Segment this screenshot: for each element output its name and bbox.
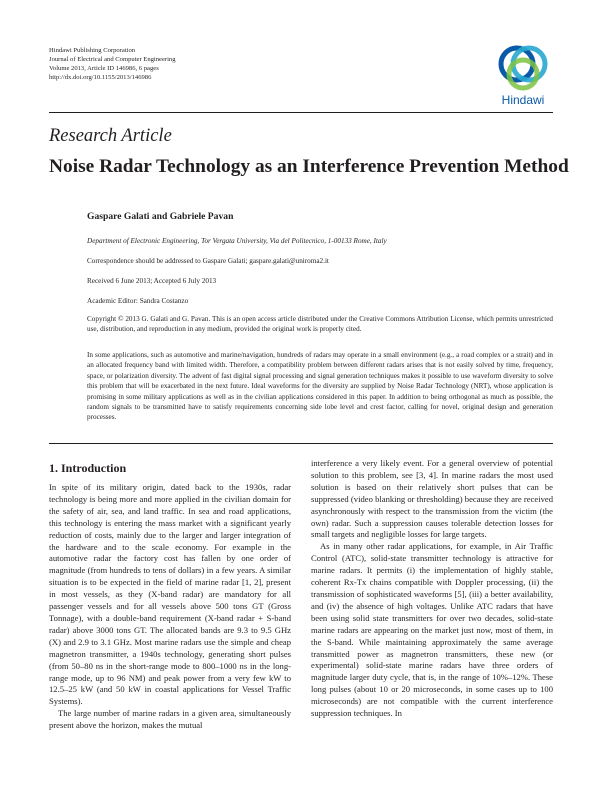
section-heading: 1. Introduction bbox=[49, 461, 127, 475]
journal-header bbox=[49, 46, 176, 82]
paragraph: As in many other radar applications, for example, in Air Traffic Control (ATC), solid-state transmitter technology is attractive for marine radars. It permits (i) the implementation of highly stable, coherent Rx-Tx chains compatible with Doppler processing, (ii) the transmission of sophisticated waveforms [5], (iii) a better availability, and (iv) the absence of high voltages. Unlike ATC radars that have been using solid state transmitters for over two decades, solid-state marine radars are appearing on the market just now, most of them, in the S-band. While maintaining approximately the same average transmitted power as magnetron transmitters, these new (or experimental) solid-state marine radars have three orders of magnitude larger duty cycle, that is, in the range of 10%–12%. These long pulses (about 10 or 20 microseconds, in some cases up to 100 microseconds) are not compatible with the current interference suppression techniques. In bbox=[311, 541, 553, 719]
paper-title: Noise Radar Technology as an Interference Prevention Method bbox=[49, 156, 569, 177]
logo-text: Hindawi bbox=[501, 93, 545, 107]
volume-info: Volume 2013, Article ID 146986, 6 pages bbox=[49, 65, 159, 72]
hindawi-logo bbox=[493, 40, 553, 112]
abstract: In some applications, such as automotive and marine/navigation, hundreds of radars may operate in a small environment (e.g., a road complex or a strait) and in an allocated frequency band with limited width. Therefore, a compatibility problem between different radars arises that is not easily solved by time, frequency, space, or polarization diversity. The advent of fast digital signal processing and signal generation techniques makes it possible to use waveform diversity to solve this problem that will be exacerbated in the next future. Ideal waveforms for the diversity are supplied by Noise Radar Technology (NRT), whose application is promising in some military applications as well as in the civilian applications considered in this paper. In addition to being orthogonal as much as possible, the random signals to be transmitted have to satisfy requirements concerning side lobe level and crest factor, calling for novel, original design and generation processes. bbox=[87, 351, 553, 422]
left-column bbox=[49, 482, 291, 732]
authors: Gaspare Galati and Gabriele Pavan bbox=[87, 211, 234, 222]
doi-link[interactable]: http://dx.doi.org/10.1155/2013/146986 bbox=[49, 74, 152, 81]
header-divider bbox=[49, 112, 553, 113]
affiliation: Department of Electronic Engineering, Tor Vergata University, Via del Politecnico, 1-00133 Rome, Italy bbox=[87, 237, 387, 245]
paragraph: In spite of its military origin, dated back to the 1930s, radar technology is being more and more applied in the civilian domain for the safety of air, sea, and land traffic. In sea and road applications, this technology is entering the mass market with a significant yearly reduction of costs, mainly due to the larger and larger integration of the hardware and to the scale economy. For example in the automotive radar the factory cost has fallen by one order of magnitude (from hundreds to tens of dollars) in a few years. A similar situation is to be expected in the field of marine radar [1, 2], present in most vessels, as they (X-band radar) are mandatory for all passenger vessels and for all vessels above 500 tons GT (Gross Tonnage), with a double-band requirement (X-band radar + S-band radar) above 3000 tons GT. The allocated bands are 9.3 to 9.5 GHz (X) and 2.9 to 3.1 GHz. Most marine radars use the simple and cheap magnetron transmitter, a 1940s technology, generating short pulses (from 50–80 ns in the short-range mode to 800–1000 ns in the long-range mode, up to 96 NM) and peak power from a very few kW to 12.5–25 kW (and 50 kW in coastal applications for Vessel Traffic Systems). bbox=[49, 482, 291, 707]
hindawi-logo-icon bbox=[493, 40, 553, 112]
journal-name: Journal of Electrical and Computer Engineering bbox=[49, 56, 176, 63]
paragraph: interference a very likely event. For a general overview of potential solution to this problem, see [3, 4]. In marine radars the most used solution is based on their relatively short pulses that can be suppressed (video blanking or thresholding) because they are received asynchronously with respect to the transmission from the victim (the own) radar. Such a suppression causes tolerable detection losses for small targets and negligible losses for large targets. bbox=[311, 458, 553, 540]
copyright-notice: Copyright © 2013 G. Galati and G. Pavan. This is an open access article distributed under the Creative Commons Attribution License, which permits unrestricted use, distribution, and reproduction in any medium, provided the original work is properly cited. bbox=[87, 315, 553, 334]
received-dates: Received 6 June 2013; Accepted 6 July 2013 bbox=[87, 277, 217, 285]
article-type: Research Article bbox=[49, 126, 172, 146]
publisher: Hindawi Publishing Corporation bbox=[49, 47, 136, 54]
paragraph: The large number of marine radars in a given area, simultaneously present above the horizon, makes the mutual bbox=[49, 708, 291, 731]
correspondence: Correspondence should be addressed to Gaspare Galati; gaspare.galati@uniroma2.it bbox=[87, 257, 329, 265]
academic-editor: Academic Editor: Sandra Costanzo bbox=[87, 297, 189, 305]
abstract-divider bbox=[49, 443, 553, 444]
right-column bbox=[311, 458, 553, 720]
